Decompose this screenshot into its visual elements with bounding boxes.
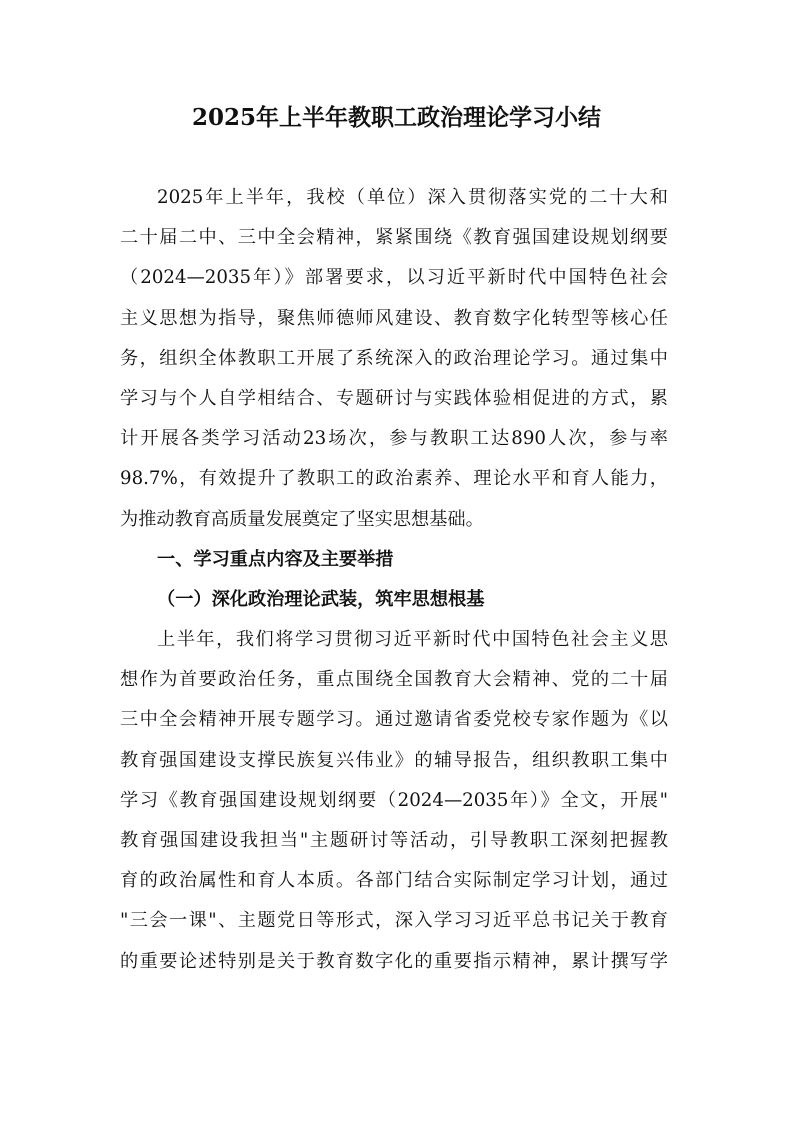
paragraph-line: 想作为首要政治任务，重点围绕全国教育大会精神、党的二十届 <box>120 669 668 691</box>
paragraph-line: 三中全会精神开展专题学习。通过邀请省委党校专家作题为《以 <box>120 709 668 731</box>
paragraph-line: 学习《教育强国建设规划纲要（2024—2035年）》全文，开展" <box>120 789 668 811</box>
paragraph-line: 教育强国建设我担当"主题研讨等活动，引导教职工深刻把握教 <box>120 830 668 851</box>
paragraph-line: 的重要论述特别是关于教育数字化的重要指示精神，累计撰写学 <box>120 950 668 972</box>
paragraph-line: （2024—2035年）》部署要求，以习近平新时代中国特色社会 <box>120 267 668 289</box>
paragraph-line: 二十届二中、三中全会精神，紧紧围绕《教育强国建设规划纲要 <box>120 227 668 249</box>
paragraph-line: 2025年上半年，我校（单位）深入贯彻落实党的二十大和 <box>157 187 668 208</box>
section-paragraph <box>120 620 668 982</box>
paragraph-line: "三会一课"、主题党日等形式，深入学习习近平总书记关于教育 <box>120 910 668 932</box>
subsection-heading: （一）深化政治理论武装，筑牢思想根基 <box>157 588 485 610</box>
paragraph-line: 98.7%，有效提升了教职工的政治素养、理论水平和育人能力， <box>120 468 668 490</box>
paragraph-line: 务，组织全体教职工开展了系统深入的政治理论学习。通过集中 <box>120 347 668 369</box>
paragraph-line: 计开展各类学习活动23场次，参与教职工达890人次，参与率 <box>120 428 668 450</box>
section-heading: 一、学习重点内容及主要举措 <box>157 548 394 570</box>
paragraph-line: 育的政治属性和育人本质。各部门结合实际制定学习计划，通过 <box>120 870 668 892</box>
paragraph-line: 主义思想为指导，聚焦师德师风建设、教育数字化转型等核心任 <box>120 307 668 329</box>
document-body <box>120 178 668 982</box>
paragraph-line: 学习与个人自学相结合、专题研讨与实践体验相促进的方式，累 <box>120 387 668 409</box>
intro-paragraph <box>120 178 668 540</box>
paragraph-line: 为推动教育高质量发展奠定了坚实思想基础。 <box>120 508 484 530</box>
paragraph-line: 教育强国建设支撑民族复兴伟业》的辅导报告，组织教职工集中 <box>120 749 668 771</box>
paragraph-line: 上半年，我们将学习贯彻习近平新时代中国特色社会主义思 <box>157 629 668 651</box>
document-title: 2025年上半年教职工政治理论学习小结 <box>191 104 601 131</box>
